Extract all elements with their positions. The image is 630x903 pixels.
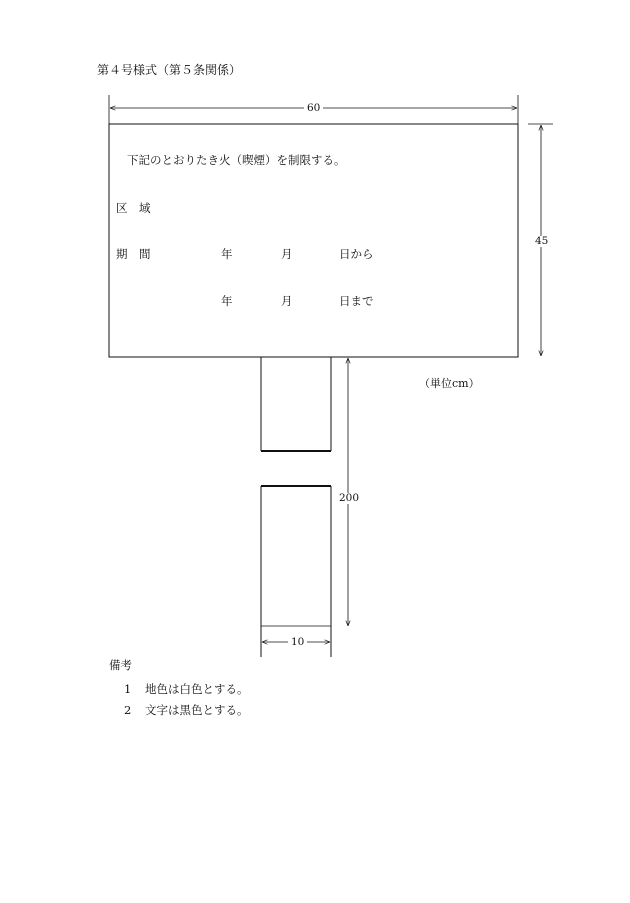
sign-message: 下記のとおりたき火（喫煙）を制限する。 (127, 153, 346, 167)
width-label: 60 (304, 103, 323, 114)
post-height-label: 200 (336, 493, 362, 504)
sign-post (261, 357, 331, 657)
note-text: 地色は白色とする。 (145, 682, 249, 696)
height-label: 45 (532, 236, 551, 247)
form-title: 第４号様式（第５条関係） (97, 63, 242, 77)
post-width-label: 10 (288, 637, 307, 648)
from-year-label: 年 (221, 247, 233, 261)
area-label: 区 域 (116, 201, 151, 215)
until-year-label: 年 (221, 294, 233, 308)
note-text: 文字は黒色とする。 (145, 703, 249, 717)
from-month-label: 月 (281, 247, 293, 261)
period-label: 期 間 (116, 247, 151, 261)
from-day-label: 日から (339, 247, 374, 261)
notes-heading: 備考 (109, 658, 132, 672)
note-number: 2 (124, 703, 132, 717)
until-month-label: 月 (281, 294, 293, 308)
unit-label: （単位cm） (419, 377, 480, 390)
until-day-label: 日まで (339, 294, 374, 308)
note-number: 1 (124, 682, 132, 696)
